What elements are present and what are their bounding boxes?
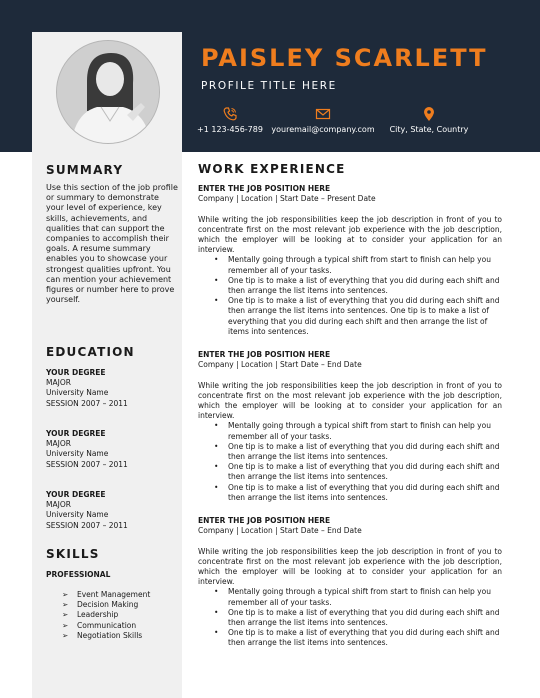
- arrow-bullet-icon: ➢: [62, 620, 69, 630]
- job-bullet: • One tip is to make a list of everything that you did during each shift and then arrange the list items into sentences.: [228, 462, 502, 482]
- skill-item: [62, 590, 150, 600]
- job-entry: [198, 516, 502, 649]
- skill-label: Communication: [77, 620, 137, 630]
- job-title: ENTER THE JOB POSITION HERE: [198, 350, 331, 359]
- job-bullet: • One tip is to make a list of everything that you did during each shift and then arrange the list items into sentences.: [228, 628, 502, 648]
- skills-list: [62, 590, 150, 641]
- job-bullet: • One tip is to make a list of everything that you did during each shift and then arrange the list items into sentences.: [228, 608, 502, 628]
- contact-location: [359, 106, 499, 134]
- job-meta: Company | Location | Start Date – Present Date: [198, 194, 376, 204]
- job-meta: Company | Location | Start Date – End Date: [198, 526, 362, 536]
- person-name: PAISLEY SCARLETT: [201, 44, 488, 72]
- job-title: ENTER THE JOB POSITION HERE: [198, 184, 331, 193]
- skills-heading: SKILLS: [46, 547, 100, 561]
- job-bullet: • One tip is to make a list of everything that you did during each shift and then arrange the list items into sentences. One tip is to make a list of everything that you did during each shift and then arrange the list of items into sentences.: [228, 296, 502, 337]
- arrow-bullet-icon: ➢: [62, 610, 69, 620]
- profile-photo: [56, 40, 160, 144]
- degree: YOUR DEGREE: [46, 490, 106, 499]
- job-bullets: [198, 587, 502, 648]
- profile-title: PROFILE TITLE HERE: [201, 80, 337, 92]
- job-description: While writing the job responsibilities keep the job description in front of you to concentrate first on the most relevant job experience with the job description, which the employer will be looking at to consider your application for an interview.: [198, 214, 502, 255]
- job-bullets: [198, 255, 502, 337]
- education-entry: [46, 490, 128, 531]
- university: University Name: [46, 388, 109, 398]
- job-bullet: • Mentally going through a typical shift from start to finish can help you remember all of your tasks.: [228, 421, 502, 441]
- session: SESSION 2007 – 2011: [46, 459, 128, 469]
- job-bullet: • One tip is to make a list of everything that you did during each shift and then arrange the list items into sentences.: [228, 483, 502, 503]
- location-pin-icon: [421, 106, 437, 122]
- location-text: City, State, Country: [389, 125, 469, 134]
- skills-subheading: PROFESSIONAL: [46, 570, 111, 579]
- skill-item: [62, 600, 150, 610]
- degree: YOUR DEGREE: [46, 368, 106, 377]
- university: University Name: [46, 510, 109, 520]
- job-entry: [198, 184, 502, 337]
- university: University Name: [46, 449, 109, 459]
- education-entry: [46, 368, 128, 409]
- email-text: youremail@company.com: [271, 125, 375, 134]
- job-bullet: • One tip is to make a list of everything that you did during each shift and then arrange the list items into sentences.: [228, 276, 502, 296]
- skill-label: Negotiation Skills: [77, 630, 143, 640]
- education-entry: [46, 429, 128, 470]
- major: MAJOR: [46, 500, 71, 510]
- major: MAJOR: [46, 378, 71, 388]
- skill-label: Event Management: [77, 590, 151, 599]
- email-icon: [315, 106, 331, 122]
- degree: YOUR DEGREE: [46, 429, 106, 438]
- job-bullet: • Mentally going through a typical shift from start to finish can help you remember all of your tasks.: [228, 255, 502, 275]
- phone-icon: [222, 106, 238, 122]
- job-bullets: [198, 421, 502, 503]
- education-heading: EDUCATION: [46, 345, 135, 359]
- job-bullet: • Mentally going through a typical shift from start to finish can help you remember all of your tasks.: [228, 587, 502, 607]
- skill-item: [62, 610, 150, 620]
- arrow-bullet-icon: ➢: [62, 630, 69, 640]
- profile-photo-image: [57, 41, 160, 144]
- session: SESSION 2007 – 2011: [46, 520, 128, 530]
- job-meta: Company | Location | Start Date – End Date: [198, 360, 362, 370]
- skill-label: Leadership: [77, 610, 119, 620]
- session: SESSION 2007 – 2011: [46, 398, 128, 408]
- work-experience-heading: WORK EXPERIENCE: [198, 162, 346, 176]
- skill-item: [62, 631, 150, 641]
- job-bullet: • One tip is to make a list of everything that you did during each shift and then arrange the list items into sentences.: [228, 442, 502, 462]
- arrow-bullet-icon: ➢: [62, 590, 69, 599]
- job-description: While writing the job responsibilities keep the job description in front of you to concentrate first on the most relevant job experience with the job description, which the employer will be looking at to consider your application for an interview.: [198, 546, 502, 587]
- arrow-bullet-icon: ➢: [62, 600, 69, 610]
- skill-label: Decision Making: [77, 600, 139, 610]
- skill-item: [62, 621, 150, 631]
- summary-heading: SUMMARY: [46, 163, 124, 177]
- major: MAJOR: [46, 439, 71, 449]
- phone-text: +1 123-456-789: [197, 125, 263, 134]
- job-description: While writing the job responsibilities keep the job description in front of you to concentrate first on the most relevant job experience with the job description, which the employer will be looking at to consider your application for an interview.: [198, 380, 502, 421]
- job-title: ENTER THE JOB POSITION HERE: [198, 516, 331, 525]
- summary-text: Use this section of the job profile or summary to demonstrate your level of experience, key skills, achievements, and qualities that can support the companies to accomplish their goals. A resume summary enables you to showcase your strongest qualities upfront. You can mention your achievement figures or number here to prove yourself.: [46, 183, 178, 305]
- job-entry: [198, 350, 502, 503]
